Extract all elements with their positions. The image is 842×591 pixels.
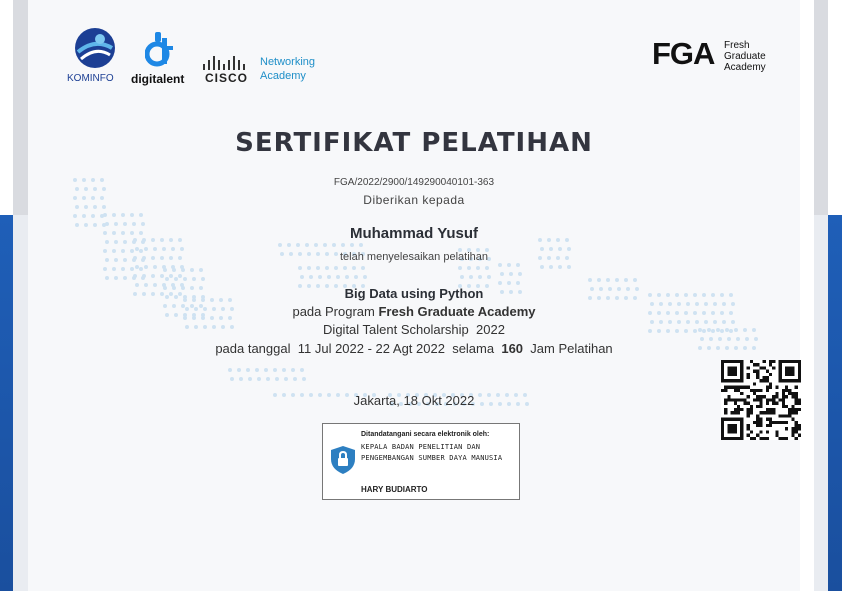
map-dot	[174, 277, 178, 281]
map-dot	[82, 214, 86, 218]
map-dot	[343, 266, 347, 270]
date-range: 11 Jul 2022 - 22 Agt 2022	[297, 341, 445, 356]
map-dot	[460, 275, 464, 279]
map-dot	[300, 368, 304, 372]
map-dot	[275, 377, 279, 381]
recipient-name: Muhammad Yusuf	[349, 225, 479, 242]
training-hours: 160	[501, 341, 524, 356]
map-dot	[498, 281, 502, 285]
map-dot	[336, 275, 340, 279]
map-dot	[278, 243, 282, 247]
map-dot	[181, 268, 185, 272]
map-dot	[298, 266, 302, 270]
map-dot	[178, 274, 182, 278]
map-dot	[485, 266, 489, 270]
map-dot	[309, 275, 313, 279]
map-dot	[144, 265, 148, 269]
networking-label: Networking	[260, 56, 316, 68]
map-dot	[588, 278, 592, 282]
course-name: Big Data using Python	[344, 286, 484, 301]
shield-lock-icon	[331, 446, 355, 474]
map-dot	[633, 278, 637, 282]
fga-subtitle	[724, 40, 766, 73]
map-dot	[345, 275, 349, 279]
map-dot	[509, 272, 513, 276]
map-dot	[230, 377, 234, 381]
map-dot	[133, 274, 137, 278]
signer-name: HARY BUDIARTO	[361, 485, 428, 494]
map-dot	[323, 243, 327, 247]
fga-line-fresh: Fresh	[724, 40, 750, 51]
kominfo-logo-icon	[72, 26, 118, 72]
map-dot	[325, 266, 329, 270]
map-dot	[103, 213, 107, 217]
map-dot	[151, 274, 155, 278]
map-dot	[169, 274, 173, 278]
map-dot	[354, 275, 358, 279]
map-dot	[123, 276, 127, 280]
map-dot	[190, 268, 194, 272]
map-dot	[121, 267, 125, 271]
program-name: Fresh Graduate Academy	[378, 304, 536, 319]
map-dot	[201, 277, 205, 281]
map-dot	[192, 277, 196, 281]
map-dot	[172, 268, 176, 272]
map-dot	[183, 277, 187, 281]
place-date: Jakarta, 18 Okt 2022	[353, 393, 475, 408]
map-dot	[518, 272, 522, 276]
kominfo-label: KOMINFO	[67, 73, 114, 84]
map-dot	[266, 377, 270, 381]
academy-label: Academy	[260, 70, 306, 82]
digitalent-logo-icon	[145, 32, 175, 70]
map-dot	[516, 281, 520, 285]
map-dot	[163, 268, 167, 272]
map-dot	[558, 265, 562, 269]
map-dot	[507, 281, 511, 285]
map-dot	[105, 276, 109, 280]
completed-label: telah menyelesaikan pelatihan	[340, 251, 488, 263]
map-dot	[498, 263, 502, 267]
scholarship-line	[28, 322, 800, 337]
fga-line-graduate: Graduate	[724, 51, 766, 62]
map-dot	[567, 265, 571, 269]
certificate-title: SERTIFIKAT PELATIHAN	[235, 128, 593, 158]
map-dot	[305, 243, 309, 247]
map-dot	[165, 277, 169, 281]
map-dot	[549, 265, 553, 269]
map-dot	[469, 275, 473, 279]
scholarship-year: 2022	[476, 322, 505, 337]
map-dot	[300, 275, 304, 279]
map-dot	[334, 266, 338, 270]
map-dot	[91, 214, 95, 218]
map-dot	[73, 214, 77, 218]
map-dot	[363, 275, 367, 279]
map-dot	[467, 266, 471, 270]
map-dot	[255, 368, 259, 372]
map-dot	[500, 272, 504, 276]
map-dot	[248, 377, 252, 381]
scholarship-name: Digital Talent Scholarship	[323, 322, 469, 337]
map-dot	[361, 266, 365, 270]
date-prefix: pada tanggal	[215, 341, 291, 356]
duration-prefix: selama	[452, 341, 495, 356]
map-dot	[135, 265, 139, 269]
map-dot	[153, 265, 157, 269]
map-dot	[359, 243, 363, 247]
map-dot	[332, 243, 336, 247]
map-dot	[139, 267, 143, 271]
map-dot	[239, 377, 243, 381]
signed-label: Ditandatangani secara elektronik oleh:	[361, 431, 490, 438]
map-dot	[228, 368, 232, 372]
map-dot	[350, 243, 354, 247]
fga-logo: FGA	[652, 36, 715, 71]
map-dot	[318, 275, 322, 279]
map-dot	[112, 213, 116, 217]
electronic-signature-box	[322, 423, 520, 500]
qr-code-icon[interactable]	[721, 358, 801, 442]
map-dot	[130, 267, 134, 271]
program-line	[28, 304, 800, 319]
signer-position: KEPALA BADAN PENELITIAN DAN PENGEMBANGAN SUMBER DAYA MANUSIA	[361, 443, 503, 462]
map-dot	[293, 377, 297, 381]
map-dot	[114, 276, 118, 280]
map-dot	[130, 213, 134, 217]
map-dot	[237, 368, 241, 372]
map-dot	[264, 368, 268, 372]
map-dot	[487, 275, 491, 279]
digitalent-label: digitalent	[131, 72, 185, 86]
map-dot	[199, 268, 203, 272]
hours-suffix: Jam Pelatihan	[530, 341, 613, 356]
map-dot	[257, 377, 261, 381]
cisco-bars-icon	[203, 56, 251, 70]
map-dot	[314, 243, 318, 247]
map-dot	[291, 368, 295, 372]
date-line	[28, 341, 800, 356]
cisco-label: CISCO	[205, 71, 249, 85]
map-dot	[284, 377, 288, 381]
map-dot	[615, 278, 619, 282]
map-dot	[307, 266, 311, 270]
map-dot	[606, 278, 610, 282]
certificate-serial: FGA/2022/2900/149290040101-363	[333, 177, 495, 188]
map-dot	[121, 213, 125, 217]
map-dot	[316, 266, 320, 270]
map-dot	[476, 266, 480, 270]
map-dot	[540, 265, 544, 269]
map-dot	[507, 263, 511, 267]
map-dot	[302, 377, 306, 381]
map-dot	[341, 243, 345, 247]
fga-line-academy: Academy	[724, 62, 766, 73]
map-dot	[142, 274, 146, 278]
map-dot	[139, 213, 143, 217]
map-dot	[327, 275, 331, 279]
map-dot	[478, 275, 482, 279]
map-dot	[273, 368, 277, 372]
map-dot	[296, 243, 300, 247]
map-dot	[160, 274, 164, 278]
map-dot	[246, 368, 250, 372]
map-dot	[352, 266, 356, 270]
map-dot	[103, 267, 107, 271]
map-dot	[282, 368, 286, 372]
given-to-label: Diberikan kepada	[363, 193, 465, 207]
program-prefix: pada Program	[292, 304, 375, 319]
map-dot	[287, 243, 291, 247]
map-dot	[458, 266, 462, 270]
map-dot	[624, 278, 628, 282]
map-dot	[516, 263, 520, 267]
map-dot	[597, 278, 601, 282]
map-dot	[112, 267, 116, 271]
